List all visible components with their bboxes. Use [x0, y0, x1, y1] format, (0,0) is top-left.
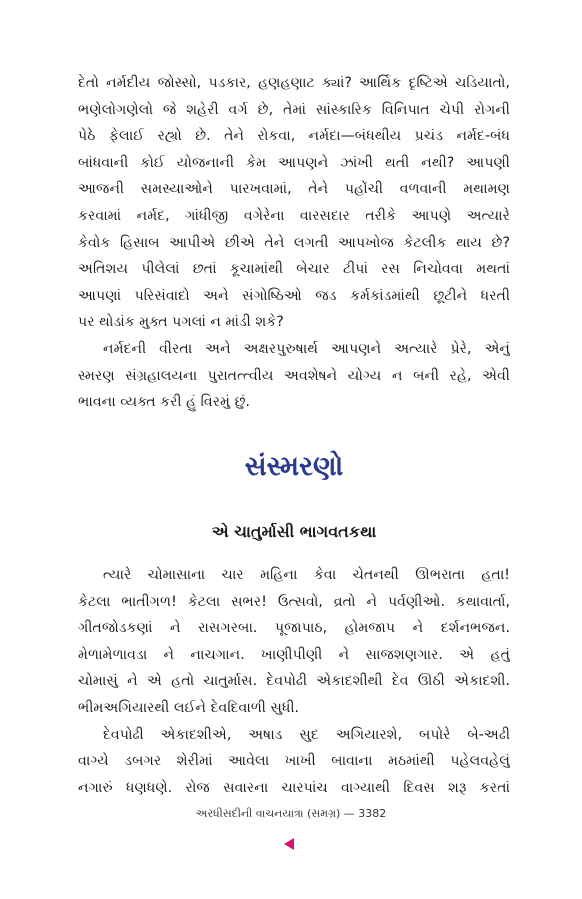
text-block-2	[78, 562, 510, 801]
text-line: કેવોક હિસાબ આપીએ છીએ તેને લગતી આપખોજ કેટલીક થાય છે?	[78, 234, 510, 251]
text-line: ભણેલોગણેલો જે શહેરી વર્ગ છે, તેમાં સાંસ્કારિક વિનિપાત ચેપી રોગની	[78, 101, 510, 118]
text-line: ભીમઅગિયારથી લઈને દેવદિવાળી સુધી.	[78, 699, 300, 716]
text-line: આજની સમસ્યાઓને પારખવામાં, તેને પહોંચી વળવાની મથામણ	[78, 181, 510, 198]
text-line: કેટલા ભાતીગળ! કેટલા સભર! ઉત્સવો, વ્રતો ને પર્વણીઓ. કથાવાર્તા,	[78, 593, 510, 610]
paragraph-4	[78, 722, 510, 802]
triangle-left-icon[interactable]	[284, 838, 294, 850]
text-line: નગારું ધણધણે. રોજ સવારના ચારપાંચ વાગ્યાથી દિવસ શરૂ કરતાં	[78, 779, 510, 796]
text-block-1	[78, 70, 510, 416]
text-line: આપણાં પરિસંવાદો અને સંગોષ્ઠિઓ જડ કર્મકાંડમાંથી છૂટીને ધરતી	[78, 287, 510, 304]
text-line: ગીતજોડકણાં ને રાસગરબા. પૂજાપાઠ, હોમજાપ ને દર્શનભજન.	[78, 620, 510, 637]
paragraph-3	[78, 562, 510, 722]
page-footer: અરધીસદીની વાચનયાત્રા (સમગ્ર) — 3382	[195, 807, 387, 820]
text-line: અતિશય પીલેલાં છતાં કૂચામાંથી બેચાર ટીપાં રસ નિચોવવા મથતાં	[78, 261, 510, 278]
page-content	[78, 70, 510, 796]
text-line: પેઠે ફેલાઈ રહ્યો છે. તેને રોકવા, નર્મદા—બંધથીય પ્રચંડ નર્મદ-બંધ	[78, 128, 510, 145]
article-title: એ ચાતુર્માસી ભાગવતકથા	[211, 522, 377, 541]
paragraph-1	[78, 70, 510, 336]
text-line: વાગ્યે ડબગર શેરીમાં આવેલા ખાખી બાવાના મઠમાંથી પહેલવહેલું	[78, 753, 510, 770]
text-line: ભાવના વ્યક્ત કરી હું વિરમું છું.	[78, 394, 251, 411]
text-line: સ્મરણ સંગ્રહાલયના પુરાતત્ત્વીય અવશેષને યોગ્ય ન બની રહે, એવી	[78, 367, 510, 384]
text-line: ત્યારે ચોમાસાના ચાર મહિના કેવા ચેતનથી ઊભરાતા હતા!	[103, 567, 510, 583]
text-line: ચોમાસું ને એ હતો ચાતુર્માસ. દેવપોઢી એકાદશીથી દેવ ઊઠી એકાદશી.	[78, 673, 510, 690]
paragraph-2	[78, 336, 510, 416]
text-line: નર્મદની વીરતા અને અક્ષરપુરુષાર્થ આપણને અત્યારે પ્રેરે, એનું	[103, 340, 510, 357]
text-line: બાંધવાની કોઈ યોજનાની કેમ આપણને ઝાંખી થતી નથી? આપણી	[78, 154, 510, 171]
text-line: દેવપોઢી એકાદશીએ, અષાડ સુદ અગિયારશે, બપોરે બે-અઢી	[103, 726, 510, 743]
text-line: કરવામાં નર્મદ, ગાંધીજી વગેરેના વારસદાર તરીકે આપણે અત્યારે	[78, 207, 510, 224]
text-line: મેળામેળાવડા ને નાચગાન. ખાણીપીણી ને સાજશણગાર. એ હતું	[78, 646, 510, 663]
text-line: પર થોડાંક મુક્ત પગલાં ન માંડી શકે?	[78, 314, 284, 331]
section-title: સંસ્મરણો	[244, 451, 344, 482]
text-line: દેતો નર્મદીય જોસ્સો, પડકાર, હણહણાટ ક્યાં? આર્થિક દૃષ્ટિએ ચડિયાતો,	[78, 75, 510, 91]
